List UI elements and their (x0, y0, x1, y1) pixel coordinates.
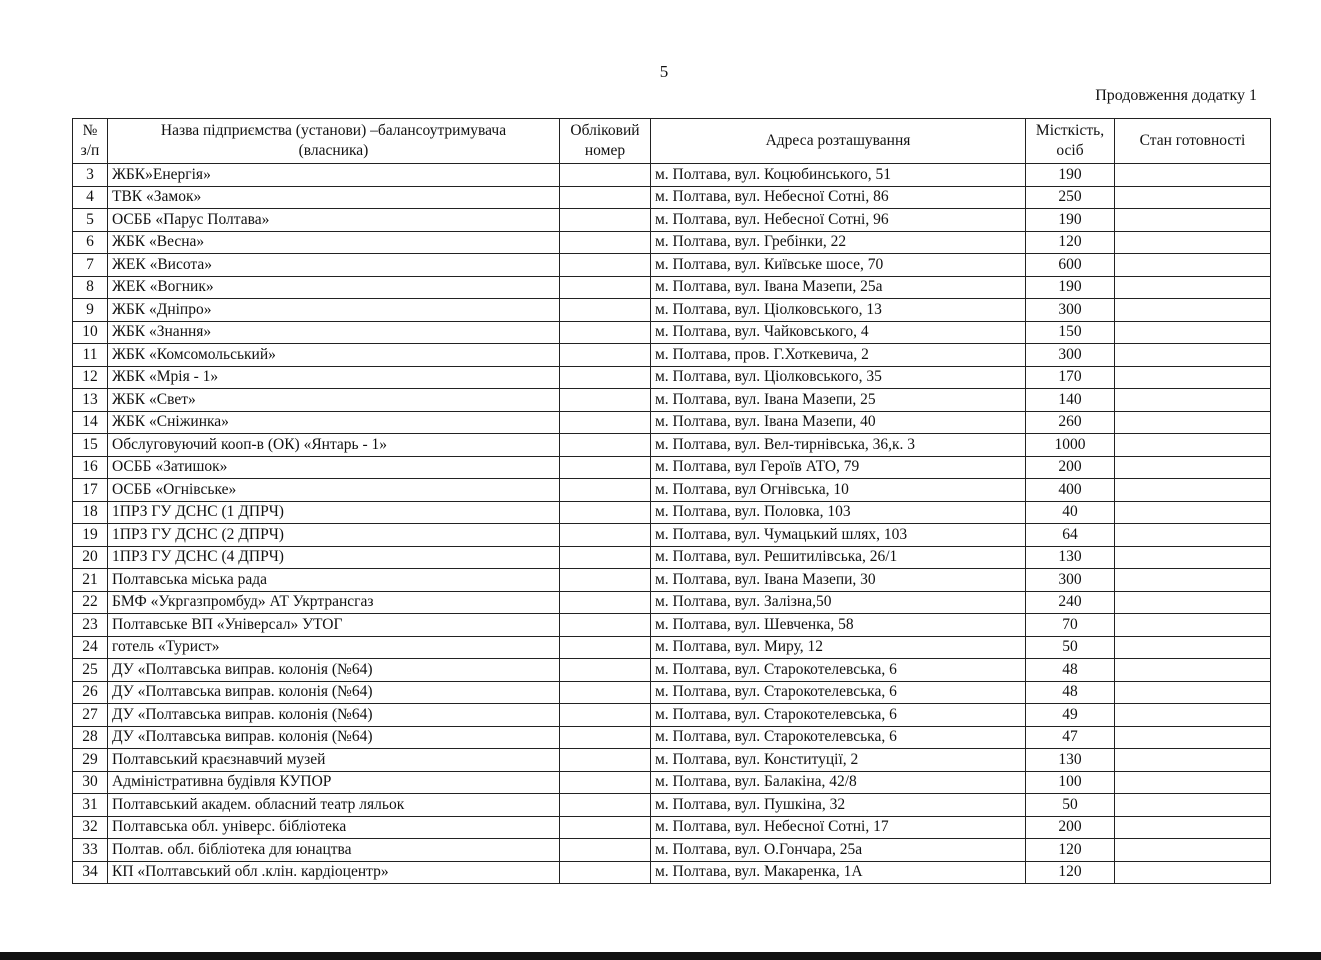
cell-address: м. Полтава, вул. Чайковського, 4 (651, 321, 1026, 344)
cell-name: ОСББ «Затишок» (108, 456, 560, 479)
cell-capacity: 64 (1026, 524, 1115, 547)
cell-number: 30 (73, 771, 108, 794)
cell-status (1115, 569, 1271, 592)
table-row (73, 861, 1271, 884)
cell-name: ОСББ «Парус Полтава» (108, 209, 560, 232)
cell-address: м. Полтава, вул. Пушкіна, 32 (651, 794, 1026, 817)
cell-number: 26 (73, 681, 108, 704)
table-row (73, 591, 1271, 614)
cell-name: ОСББ «Огнівське» (108, 479, 560, 502)
cell-status (1115, 434, 1271, 457)
cell-number: 8 (73, 276, 108, 299)
table-row (73, 164, 1271, 187)
cell-status (1115, 839, 1271, 862)
cell-account (560, 771, 651, 794)
cell-name: БМФ «Укргазпромбуд» АТ Укртрансгаз (108, 591, 560, 614)
table-row (73, 231, 1271, 254)
header-name (108, 119, 560, 164)
cell-capacity: 140 (1026, 389, 1115, 412)
header-capacity (1026, 119, 1115, 164)
cell-capacity: 300 (1026, 569, 1115, 592)
cell-address: м. Полтава, вул. Івана Мазепи, 40 (651, 411, 1026, 434)
cell-status (1115, 299, 1271, 322)
cell-account (560, 209, 651, 232)
cell-name: Полтавський академ. обласний театр ляльок (108, 794, 560, 817)
table-row (73, 186, 1271, 209)
header-name-line1: Назва підприємства (установи) –балансоутримувача (160, 122, 507, 139)
cell-name: 1ПРЗ ГУ ДСНС (2 ДПРЧ) (108, 524, 560, 547)
cell-status (1115, 479, 1271, 502)
table-row (73, 614, 1271, 637)
cell-status (1115, 411, 1271, 434)
cell-address: м. Полтава, вул. Гребінки, 22 (651, 231, 1026, 254)
cell-address: м. Полтава, вул. Конституції, 2 (651, 749, 1026, 772)
cell-account (560, 501, 651, 524)
cell-name: ЖБК «Комсомольський» (108, 344, 560, 367)
cell-account (560, 276, 651, 299)
cell-address: м. Полтава, пров. Г.Хоткевича, 2 (651, 344, 1026, 367)
cell-status (1115, 456, 1271, 479)
cell-status (1115, 636, 1271, 659)
cell-account (560, 816, 651, 839)
cell-number: 11 (73, 344, 108, 367)
cell-status (1115, 681, 1271, 704)
cell-status (1115, 749, 1271, 772)
cell-name: Полтавський краєзнавчий музей (108, 749, 560, 772)
table-row (73, 321, 1271, 344)
table-row (73, 681, 1271, 704)
table-row (73, 839, 1271, 862)
table-row (73, 546, 1271, 569)
cell-number: 24 (73, 636, 108, 659)
cell-account (560, 704, 651, 727)
cell-number: 7 (73, 254, 108, 277)
cell-capacity: 48 (1026, 659, 1115, 682)
table-header-row (73, 119, 1271, 164)
cell-capacity: 120 (1026, 861, 1115, 884)
cell-name: ЖБК «Знання» (108, 321, 560, 344)
cell-status (1115, 231, 1271, 254)
cell-capacity: 300 (1026, 299, 1115, 322)
cell-number: 10 (73, 321, 108, 344)
cell-status (1115, 254, 1271, 277)
cell-capacity: 600 (1026, 254, 1115, 277)
cell-status (1115, 816, 1271, 839)
cell-name: 1ПРЗ ГУ ДСНС (1 ДПРЧ) (108, 501, 560, 524)
cell-capacity: 47 (1026, 726, 1115, 749)
cell-number: 21 (73, 569, 108, 592)
cell-number: 9 (73, 299, 108, 322)
cell-number: 29 (73, 749, 108, 772)
cell-number: 15 (73, 434, 108, 457)
cell-name: ЖБК «Сніжинка» (108, 411, 560, 434)
cell-name: Полтавська міська рада (108, 569, 560, 592)
cell-name: КП «Полтавський обл .клін. кардіоцентр» (108, 861, 560, 884)
cell-status (1115, 614, 1271, 637)
cell-account (560, 546, 651, 569)
continuation-label: Продовження додатку 1 (1095, 87, 1257, 104)
table-row (73, 771, 1271, 794)
cell-number: 17 (73, 479, 108, 502)
cell-address: м. Полтава, вул. Небесної Сотні, 96 (651, 209, 1026, 232)
table-row (73, 524, 1271, 547)
cell-capacity: 130 (1026, 749, 1115, 772)
cell-number: 6 (73, 231, 108, 254)
cell-name: ЖЕК «Вогник» (108, 276, 560, 299)
cell-account (560, 681, 651, 704)
table-row (73, 254, 1271, 277)
cell-capacity: 50 (1026, 636, 1115, 659)
cell-account (560, 411, 651, 434)
cell-capacity: 100 (1026, 771, 1115, 794)
table-row (73, 366, 1271, 389)
cell-address: м. Полтава, вул. Івана Мазепи, 25а (651, 276, 1026, 299)
table-row (73, 344, 1271, 367)
cell-address: м. Полтава, вул. О.Гончара, 25а (651, 839, 1026, 862)
header-account (560, 119, 651, 164)
cell-number: 33 (73, 839, 108, 862)
cell-account (560, 479, 651, 502)
cell-address: м. Полтава, вул. Івана Мазепи, 30 (651, 569, 1026, 592)
cell-capacity: 70 (1026, 614, 1115, 637)
cell-status (1115, 321, 1271, 344)
cell-address: м. Полтава, вул. Балакіна, 42/8 (651, 771, 1026, 794)
table-row (73, 749, 1271, 772)
cell-account (560, 524, 651, 547)
cell-capacity: 190 (1026, 209, 1115, 232)
cell-account (560, 614, 651, 637)
header-account-line1: Обліковий (570, 122, 640, 139)
table-row (73, 209, 1271, 232)
cell-account (560, 344, 651, 367)
cell-status (1115, 344, 1271, 367)
table-row (73, 794, 1271, 817)
cell-status (1115, 726, 1271, 749)
cell-name: Обслуговуючий кооп-в (ОК) «Янтарь - 1» (108, 434, 560, 457)
cell-capacity: 200 (1026, 456, 1115, 479)
header-number-line1: № (82, 122, 98, 139)
table-row (73, 479, 1271, 502)
cell-address: м. Полтава, вул. Небесної Сотні, 86 (651, 186, 1026, 209)
cell-account (560, 299, 651, 322)
cell-account (560, 861, 651, 884)
header-capacity-line1: Місткість, (1035, 122, 1105, 139)
cell-capacity: 190 (1026, 276, 1115, 299)
cell-number: 12 (73, 366, 108, 389)
cell-capacity: 400 (1026, 479, 1115, 502)
cell-name: ЖБК «Мрія - 1» (108, 366, 560, 389)
cell-capacity: 120 (1026, 839, 1115, 862)
cell-address: м. Полтава, вул. Ціолковського, 13 (651, 299, 1026, 322)
table-row (73, 299, 1271, 322)
cell-address: м. Полтава, вул. Залізна,50 (651, 591, 1026, 614)
header-capacity-line2: осіб (1056, 142, 1084, 159)
cell-address: м. Полтава, вул. Решитилівська, 26/1 (651, 546, 1026, 569)
cell-address: м. Полтава, вул. Ціолковського, 35 (651, 366, 1026, 389)
cell-address: м. Полтава, вул Огнівська, 10 (651, 479, 1026, 502)
header-address: Адреса розташування (651, 119, 1026, 164)
cell-name: 1ПРЗ ГУ ДСНС (4 ДПРЧ) (108, 546, 560, 569)
cell-status (1115, 591, 1271, 614)
cell-name: ЖБК «Свет» (108, 389, 560, 412)
scan-edge-bar (0, 952, 1321, 960)
cell-status (1115, 771, 1271, 794)
cell-capacity: 48 (1026, 681, 1115, 704)
cell-address: м. Полтава, вул Героїв АТО, 79 (651, 456, 1026, 479)
table-row (73, 726, 1271, 749)
cell-status (1115, 704, 1271, 727)
cell-address: м. Полтава, вул. Половка, 103 (651, 501, 1026, 524)
cell-number: 31 (73, 794, 108, 817)
table-row (73, 276, 1271, 299)
cell-status (1115, 861, 1271, 884)
cell-account (560, 794, 651, 817)
cell-capacity: 190 (1026, 164, 1115, 187)
cell-number: 22 (73, 591, 108, 614)
cell-address: м. Полтава, вул. Старокотелевська, 6 (651, 659, 1026, 682)
cell-status (1115, 276, 1271, 299)
cell-name: ДУ «Полтавська виправ. колонія (№64) (108, 726, 560, 749)
table-row (73, 636, 1271, 659)
table-row (73, 569, 1271, 592)
cell-address: м. Полтава, вул. Старокотелевська, 6 (651, 726, 1026, 749)
cell-name: Полтавське ВП «Універсал» УТОГ (108, 614, 560, 637)
cell-account (560, 366, 651, 389)
cell-status (1115, 164, 1271, 187)
table-row (73, 816, 1271, 839)
cell-name: ЖБК «Дніпро» (108, 299, 560, 322)
cell-status (1115, 389, 1271, 412)
cell-name: ДУ «Полтавська виправ. колонія (№64) (108, 704, 560, 727)
cell-account (560, 164, 651, 187)
cell-status (1115, 501, 1271, 524)
cell-number: 16 (73, 456, 108, 479)
cell-capacity: 40 (1026, 501, 1115, 524)
table-row (73, 411, 1271, 434)
cell-account (560, 456, 651, 479)
cell-number: 20 (73, 546, 108, 569)
header-number (73, 119, 108, 164)
cell-number: 27 (73, 704, 108, 727)
cell-capacity: 250 (1026, 186, 1115, 209)
cell-account (560, 254, 651, 277)
cell-account (560, 321, 651, 344)
cell-address: м. Полтава, вул. Старокотелевська, 6 (651, 681, 1026, 704)
table-row (73, 434, 1271, 457)
cell-account (560, 591, 651, 614)
cell-number: 18 (73, 501, 108, 524)
table-row (73, 501, 1271, 524)
cell-address: м. Полтава, вул. Старокотелевська, 6 (651, 704, 1026, 727)
cell-address: м. Полтава, вул. Небесної Сотні, 17 (651, 816, 1026, 839)
cell-number: 34 (73, 861, 108, 884)
cell-address: м. Полтава, вул. Вел-тирнівська, 36,к. 3 (651, 434, 1026, 457)
cell-name: ЖБК»Енергія» (108, 164, 560, 187)
cell-account (560, 839, 651, 862)
cell-number: 5 (73, 209, 108, 232)
cell-account (560, 231, 651, 254)
cell-name: ТВК «Замок» (108, 186, 560, 209)
cell-address: м. Полтава, вул. Київське шосе, 70 (651, 254, 1026, 277)
cell-name: ДУ «Полтавська виправ. колонія (№64) (108, 659, 560, 682)
cell-account (560, 726, 651, 749)
cell-address: м. Полтава, вул. Шевченка, 58 (651, 614, 1026, 637)
cell-capacity: 300 (1026, 344, 1115, 367)
cell-address: м. Полтава, вул. Коцюбинського, 51 (651, 164, 1026, 187)
cell-address: м. Полтава, вул. Макаренка, 1А (651, 861, 1026, 884)
cell-capacity: 49 (1026, 704, 1115, 727)
table-body (73, 164, 1271, 884)
page-number: 5 (659, 62, 669, 81)
table-row (73, 389, 1271, 412)
cell-account (560, 636, 651, 659)
cell-name: ДУ «Полтавська виправ. колонія (№64) (108, 681, 560, 704)
cell-capacity: 120 (1026, 231, 1115, 254)
cell-name: Адміністративна будівля КУПОР (108, 771, 560, 794)
cell-number: 25 (73, 659, 108, 682)
cell-number: 13 (73, 389, 108, 412)
cell-number: 14 (73, 411, 108, 434)
cell-status (1115, 659, 1271, 682)
cell-capacity: 200 (1026, 816, 1115, 839)
header-name-line2: (власника) (298, 142, 369, 159)
cell-address: м. Полтава, вул. Івана Мазепи, 25 (651, 389, 1026, 412)
cell-address: м. Полтава, вул. Чумацький шлях, 103 (651, 524, 1026, 547)
cell-account (560, 569, 651, 592)
cell-status (1115, 794, 1271, 817)
cell-account (560, 389, 651, 412)
cell-account (560, 749, 651, 772)
header-account-line2: номер (584, 142, 626, 159)
table-row (73, 704, 1271, 727)
cell-capacity: 260 (1026, 411, 1115, 434)
cell-status (1115, 524, 1271, 547)
cell-status (1115, 366, 1271, 389)
cell-name: ЖБК «Весна» (108, 231, 560, 254)
cell-status (1115, 546, 1271, 569)
header-number-line2: з/п (80, 142, 100, 159)
cell-name: Полтав. обл. бібліотека для юнацтва (108, 839, 560, 862)
cell-number: 4 (73, 186, 108, 209)
cell-capacity: 130 (1026, 546, 1115, 569)
shelters-table (72, 118, 1271, 884)
cell-number: 23 (73, 614, 108, 637)
table-row (73, 659, 1271, 682)
cell-name: Полтавська обл. універс. бібліотека (108, 816, 560, 839)
cell-number: 32 (73, 816, 108, 839)
cell-capacity: 170 (1026, 366, 1115, 389)
cell-capacity: 150 (1026, 321, 1115, 344)
cell-capacity: 240 (1026, 591, 1115, 614)
cell-account (560, 659, 651, 682)
cell-status (1115, 186, 1271, 209)
header-status: Стан готовності (1115, 119, 1271, 164)
cell-number: 19 (73, 524, 108, 547)
table-row (73, 456, 1271, 479)
cell-account (560, 434, 651, 457)
cell-capacity: 1000 (1026, 434, 1115, 457)
cell-name: готель «Турист» (108, 636, 560, 659)
cell-account (560, 186, 651, 209)
cell-address: м. Полтава, вул. Миру, 12 (651, 636, 1026, 659)
cell-capacity: 50 (1026, 794, 1115, 817)
cell-status (1115, 209, 1271, 232)
cell-number: 28 (73, 726, 108, 749)
cell-name: ЖЕК «Висота» (108, 254, 560, 277)
cell-number: 3 (73, 164, 108, 187)
